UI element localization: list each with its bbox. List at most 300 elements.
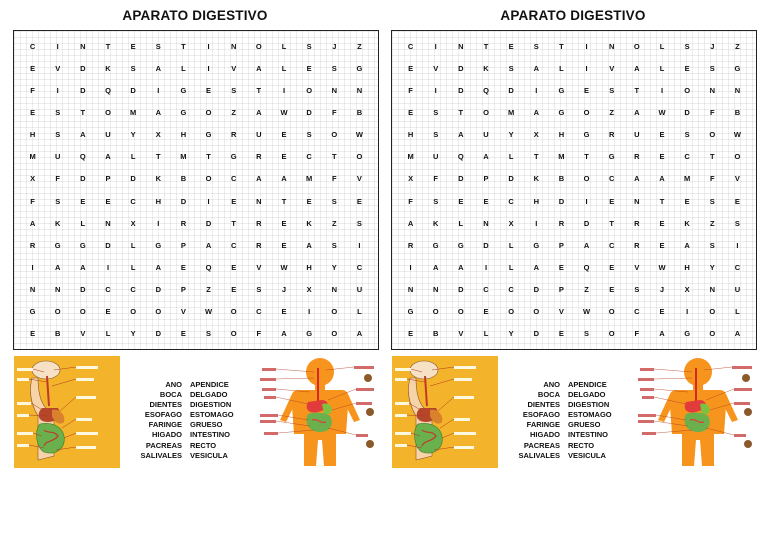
grid-letter: G (608, 152, 615, 162)
grid-letter: S (306, 130, 312, 140)
grid-letter: A (356, 329, 363, 339)
grid-letter: E (281, 130, 287, 140)
grid-letter: E (180, 329, 186, 339)
grid-letter: V (609, 63, 615, 73)
grid-letter: D (458, 174, 464, 184)
grid-letter: C (306, 152, 312, 162)
grid-letter: I (535, 218, 538, 228)
grid-letter: T (533, 152, 539, 162)
grid-letter: A (483, 152, 489, 162)
grid-letter: E (584, 85, 590, 95)
worksheet-footer (386, 356, 760, 468)
grid-letter: J (710, 41, 715, 51)
grid-letter: J (332, 41, 337, 51)
grid-letter: H (180, 130, 187, 140)
grid-letter: T (231, 218, 236, 228)
grid-letter: D (105, 240, 111, 250)
word-item: DIGESTION (568, 400, 610, 410)
grid-letter: I (207, 63, 210, 73)
grid-letter: I (660, 85, 664, 95)
grid-letter: D (80, 63, 86, 73)
grid-letter: E (281, 218, 287, 228)
grid-letter: E (408, 107, 414, 117)
word-list (506, 380, 646, 466)
grid-letter: O (331, 307, 338, 317)
grid-letter: I (56, 85, 59, 95)
grid-letter: R (231, 130, 237, 140)
anatomy-drawing (14, 356, 120, 468)
grid-letter: Q (457, 152, 464, 162)
grid-letter: Z (735, 41, 740, 51)
grid-letter: O (608, 307, 615, 317)
grid-letter: D (180, 196, 187, 206)
grid-letter: S (609, 85, 615, 95)
grid-letter: T (559, 41, 564, 51)
grid-letter: E (356, 196, 362, 206)
grid-letter: G (29, 307, 36, 317)
grid-letter: C (130, 196, 136, 206)
grid-letter: M (558, 152, 565, 162)
grid-letter: N (609, 41, 615, 51)
worksheet-right (386, 0, 760, 543)
grid-letter: N (331, 285, 337, 295)
grid-letter: O (331, 329, 338, 339)
grid-letter: U (256, 130, 262, 140)
grid-letter: X (533, 130, 539, 140)
grid-letter: W (658, 107, 666, 117)
word-item: APENDICE (190, 380, 229, 389)
child-digestive-system-illustration (258, 356, 378, 468)
grid-letter: G (734, 63, 741, 73)
grid-letter: O (583, 107, 590, 117)
grid-letter: D (80, 85, 86, 95)
grid-letter: I (585, 63, 588, 73)
grid-letter: R (558, 218, 565, 228)
grid-letter: S (533, 41, 539, 51)
grid-letter: P (105, 174, 111, 184)
word-item: DIENTES (527, 400, 560, 410)
grid-letter: E (734, 196, 740, 206)
grid-letter: V (734, 174, 740, 184)
grid-letter: D (684, 107, 690, 117)
grid-letter: N (29, 285, 36, 295)
grid-letter: T (331, 152, 337, 162)
child-digestive-system-illustration (636, 356, 756, 468)
grid-letter: E (180, 262, 186, 272)
grid-letter: D (458, 63, 464, 73)
grid-letter: T (155, 152, 161, 162)
word-item: GRUESO (190, 420, 223, 430)
grid-letter: V (180, 307, 186, 317)
grid-letter: D (583, 218, 590, 228)
word-item: VESICULA (190, 450, 228, 460)
word-item: DELGADO (190, 390, 228, 400)
grid-letter: E (281, 307, 287, 317)
grid-letter: E (659, 152, 665, 162)
grid-letter: F (30, 196, 35, 206)
grid-letter: S (55, 196, 61, 206)
grid-letter: Q (583, 262, 590, 272)
grid-letter: S (508, 63, 514, 73)
word-item: BOCA (159, 390, 182, 400)
worksheet-footer (8, 356, 382, 468)
grid-letter: N (709, 285, 715, 295)
grid-letter: O (508, 307, 515, 317)
grid-letter: G (180, 107, 187, 117)
grid-letter: W (583, 307, 591, 317)
grid-letter: A (734, 329, 741, 339)
word-item: RECTO (568, 440, 595, 450)
grid-letter: C (684, 152, 690, 162)
anatomy-drawing (392, 356, 498, 468)
grid-letter: O (255, 41, 262, 51)
grid-letter: S (130, 63, 136, 73)
grid-letter: W (658, 262, 666, 272)
word-list-column-left (128, 380, 182, 466)
grid-letter: T (80, 107, 86, 117)
grid-letter: S (231, 85, 237, 95)
grid-letter: S (55, 107, 61, 117)
grid-letter: M (407, 152, 414, 162)
grid-letter: D (458, 285, 464, 295)
grid-letter: T (458, 107, 464, 117)
grid-letter: N (709, 85, 715, 95)
grid-letter: U (483, 130, 489, 140)
grid-letter: G (79, 240, 86, 250)
grid-letter: D (483, 240, 489, 250)
grid-letter: T (609, 218, 614, 228)
grid-letter: D (155, 285, 161, 295)
child-drawing (636, 356, 756, 468)
grid-letter: C (634, 307, 640, 317)
grid-letter: E (483, 196, 489, 206)
grid-letter: S (155, 41, 161, 51)
grid-letter: O (709, 329, 716, 339)
worksheet-left (8, 0, 382, 543)
grid-letter: A (684, 240, 690, 250)
grid-letter: O (230, 307, 237, 317)
grid-letter: Z (609, 107, 614, 117)
grid-letter: F (408, 85, 413, 95)
grid-letter: M (29, 152, 36, 162)
grid-letter: E (30, 107, 36, 117)
grid-letter: U (55, 152, 61, 162)
grid-letter: G (155, 240, 162, 250)
grid-letter: E (281, 240, 287, 250)
grid-letter: L (659, 41, 665, 51)
grid-letter: O (79, 307, 86, 317)
grid-letter: I (535, 85, 538, 95)
grid-letter: I (736, 240, 739, 250)
grid-letter: D (80, 174, 86, 184)
grid-letter: O (130, 307, 137, 317)
grid-letter: V (558, 307, 564, 317)
grid-letter: A (155, 63, 161, 73)
grid-letter: E (684, 196, 690, 206)
grid-letter: I (585, 41, 588, 51)
grid-letter: M (130, 107, 137, 117)
word-search-grid (391, 30, 757, 350)
grid-letter: Q (205, 262, 212, 272)
grid-letter: A (533, 262, 539, 272)
grid-letter: C (609, 174, 615, 184)
grid-letter: G (230, 152, 237, 162)
grid-letter: S (433, 196, 439, 206)
grid-letter: A (634, 63, 640, 73)
grid-letter: E (483, 307, 489, 317)
word-item: ESTOMAGO (190, 410, 234, 420)
grid-letter: K (155, 174, 161, 184)
grid-letter: Z (709, 218, 715, 228)
grid-letter: Q (483, 85, 489, 95)
grid-letter: Y (130, 329, 136, 339)
grid-letter: O (583, 174, 590, 184)
grid-letter: D (130, 85, 136, 95)
grid-letter: O (155, 307, 162, 317)
grid-letter: T (206, 152, 211, 162)
grid-letter: N (483, 218, 489, 228)
grid-letter: P (180, 285, 186, 295)
grid-letter: O (432, 307, 439, 317)
grid-letter: G (180, 85, 187, 95)
grid-letter: T (659, 196, 665, 206)
grid-letter: O (684, 85, 691, 95)
grid-letter: O (205, 107, 212, 117)
grid-letter: W (280, 262, 288, 272)
grid-letter: E (558, 329, 564, 339)
grid-letter: M (306, 174, 313, 184)
grid-letter: L (130, 152, 136, 162)
grid-letter: C (734, 262, 741, 272)
grid-letter: E (558, 262, 564, 272)
grid-letter: S (709, 63, 715, 73)
grid-letter: S (331, 63, 337, 73)
grid-letter: W (355, 130, 363, 140)
grid-letter: D (306, 107, 312, 117)
grid-letter: G (432, 240, 439, 250)
grid-letter: A (583, 240, 590, 250)
grid-letter: S (584, 329, 590, 339)
grid-letter: D (458, 85, 464, 95)
grid-letter: A (433, 262, 439, 272)
grid-letter: O (457, 307, 464, 317)
grid-letter: A (306, 240, 312, 250)
grid-letter: Q (79, 152, 86, 162)
grid-letter: N (231, 41, 237, 51)
grid-letter: S (55, 130, 61, 140)
grid-letter: O (709, 130, 716, 140)
grid-letter: N (331, 85, 337, 95)
grid-letter: C (256, 307, 262, 317)
grid-letter: V (231, 63, 237, 73)
grid-letter: R (29, 240, 36, 250)
grid-letter: M (180, 152, 187, 162)
grid-letter: C (407, 41, 414, 51)
grid-letter: O (734, 152, 741, 162)
grid-letter: T (584, 152, 589, 162)
grid-letter: L (659, 63, 665, 73)
grid-letter: E (105, 196, 111, 206)
grid-letter: C (508, 196, 514, 206)
grid-letter: P (558, 285, 564, 295)
grid-letter: L (559, 63, 564, 73)
grid-letter: I (409, 262, 412, 272)
grid-letter: D (508, 85, 514, 95)
grid-letter: L (357, 307, 362, 317)
grid-letter: X (508, 218, 514, 228)
grid-letter: A (105, 152, 111, 162)
worksheet-title: APARATO DIGESTIVO (122, 8, 268, 23)
grid-letter: X (130, 218, 136, 228)
grid-letter: A (256, 63, 262, 73)
grid-letter: A (281, 329, 287, 339)
grid-letter: A (155, 107, 161, 117)
grid-letter: P (483, 174, 489, 184)
grid-letter: H (533, 196, 539, 206)
grid-letter: J (281, 285, 287, 295)
grid-letter: I (56, 41, 59, 51)
grid-letter: F (30, 85, 35, 95)
grid-letter: G (533, 240, 540, 250)
grid-letter: L (80, 218, 86, 228)
grid-letter: F (55, 174, 60, 184)
grid-letter: R (609, 130, 615, 140)
grid-letter: E (231, 262, 237, 272)
grid-letter: K (105, 63, 111, 73)
grid-letter: A (256, 174, 262, 184)
grid-letter: F (709, 174, 715, 184)
word-list-column-right (190, 380, 260, 466)
word-item: RECTO (190, 440, 217, 450)
grid-letter: V (458, 329, 464, 339)
grid-letter: K (306, 218, 312, 228)
grid-letter: L (483, 329, 489, 339)
grid-letter: E (408, 63, 414, 73)
grid-letter: U (356, 285, 363, 295)
grid-letter: I (106, 262, 110, 272)
grid-letter: S (256, 285, 262, 295)
grid-letter: V (55, 63, 61, 73)
grid-letter: X (30, 174, 36, 184)
word-item: FARINGE (148, 420, 182, 430)
grid-letter: E (408, 329, 414, 339)
grid-letter: R (634, 240, 640, 250)
word-item: PACREAS (523, 440, 560, 450)
grid-letter: O (54, 307, 61, 317)
grid-letter: Z (357, 41, 362, 51)
grid-letter: A (659, 329, 665, 339)
grid-letter: A (634, 174, 640, 184)
grid-letter: E (30, 329, 36, 339)
word-item: INTESTINO (190, 430, 231, 440)
grid-letter: F (331, 107, 337, 117)
grid-letter: I (484, 262, 488, 272)
grid-letter: E (306, 196, 312, 206)
grid-letter: N (734, 85, 741, 95)
grid-letter: G (356, 63, 363, 73)
grid-letter: D (80, 285, 86, 295)
grid-letter: F (634, 329, 640, 339)
grid-letter: O (608, 329, 615, 339)
grid-letter: N (80, 41, 86, 51)
grid-letter: C (231, 240, 237, 250)
grid-letter: W (280, 107, 288, 117)
grid-letter: L (735, 307, 740, 317)
grid-letter: V (634, 262, 640, 272)
grid-letter: L (105, 329, 111, 339)
word-item: ESTOMAGO (568, 410, 612, 420)
grid-letter: N (407, 285, 414, 295)
grid-letter: R (256, 240, 262, 250)
grid-letter: T (634, 85, 640, 95)
digestive-anatomy-diagram (392, 356, 498, 468)
grid-letter: A (205, 240, 212, 250)
grid-letter: J (659, 285, 665, 295)
grid-letter: D (130, 174, 136, 184)
grid-letter: A (659, 174, 665, 184)
grid-letter: L (181, 63, 186, 73)
grid-letter: I (207, 41, 210, 51)
grid-letter: S (331, 240, 337, 250)
grid-letter: H (684, 262, 690, 272)
grid-letter: Y (331, 262, 337, 272)
grid-letter: I (686, 307, 689, 317)
grid-letter: Y (130, 130, 136, 140)
grid-letter: E (105, 307, 111, 317)
grid-letter: H (29, 130, 36, 140)
grid-letter: Q (105, 85, 111, 95)
grid-letter: X (155, 130, 161, 140)
grid-letter: K (433, 218, 439, 228)
grid-letter: O (633, 41, 640, 51)
grid-letter: Y (508, 329, 514, 339)
grid-letter: B (180, 174, 187, 184)
grid-letter: B (55, 329, 61, 339)
grid-letter: D (205, 218, 212, 228)
grid-letter: E (609, 262, 615, 272)
word-item: FARINGE (526, 420, 560, 430)
grid-letter: L (508, 240, 514, 250)
grid-letter: G (306, 329, 313, 339)
grid-letter: T (709, 152, 715, 162)
grid-letter: F (256, 329, 262, 339)
grid-letter: N (256, 196, 262, 206)
grid-letter: A (155, 262, 161, 272)
grid-letter: L (508, 152, 514, 162)
grid-letter: E (30, 63, 36, 73)
grid-letter: P (558, 240, 564, 250)
grid-letter: K (55, 218, 61, 228)
grid-letter: I (282, 85, 286, 95)
grid-letter: A (533, 63, 539, 73)
grid-letter: N (356, 85, 363, 95)
grid-letter: N (55, 285, 61, 295)
grid-letter: S (709, 240, 715, 250)
grid-letter: S (433, 130, 439, 140)
grid-letter: L (281, 63, 287, 73)
child-drawing (258, 356, 378, 468)
grid-letter: X (306, 285, 312, 295)
grid-letter: G (684, 329, 691, 339)
grid-letter: W (205, 307, 213, 317)
grid-letter: G (457, 240, 464, 250)
word-item: HIGADO (152, 430, 182, 440)
grid-letter: F (331, 174, 337, 184)
word-item: PACREAS (145, 440, 182, 450)
grid-letter: D (155, 329, 161, 339)
grid-letter: O (356, 152, 363, 162)
grid-letter: I (434, 41, 437, 51)
